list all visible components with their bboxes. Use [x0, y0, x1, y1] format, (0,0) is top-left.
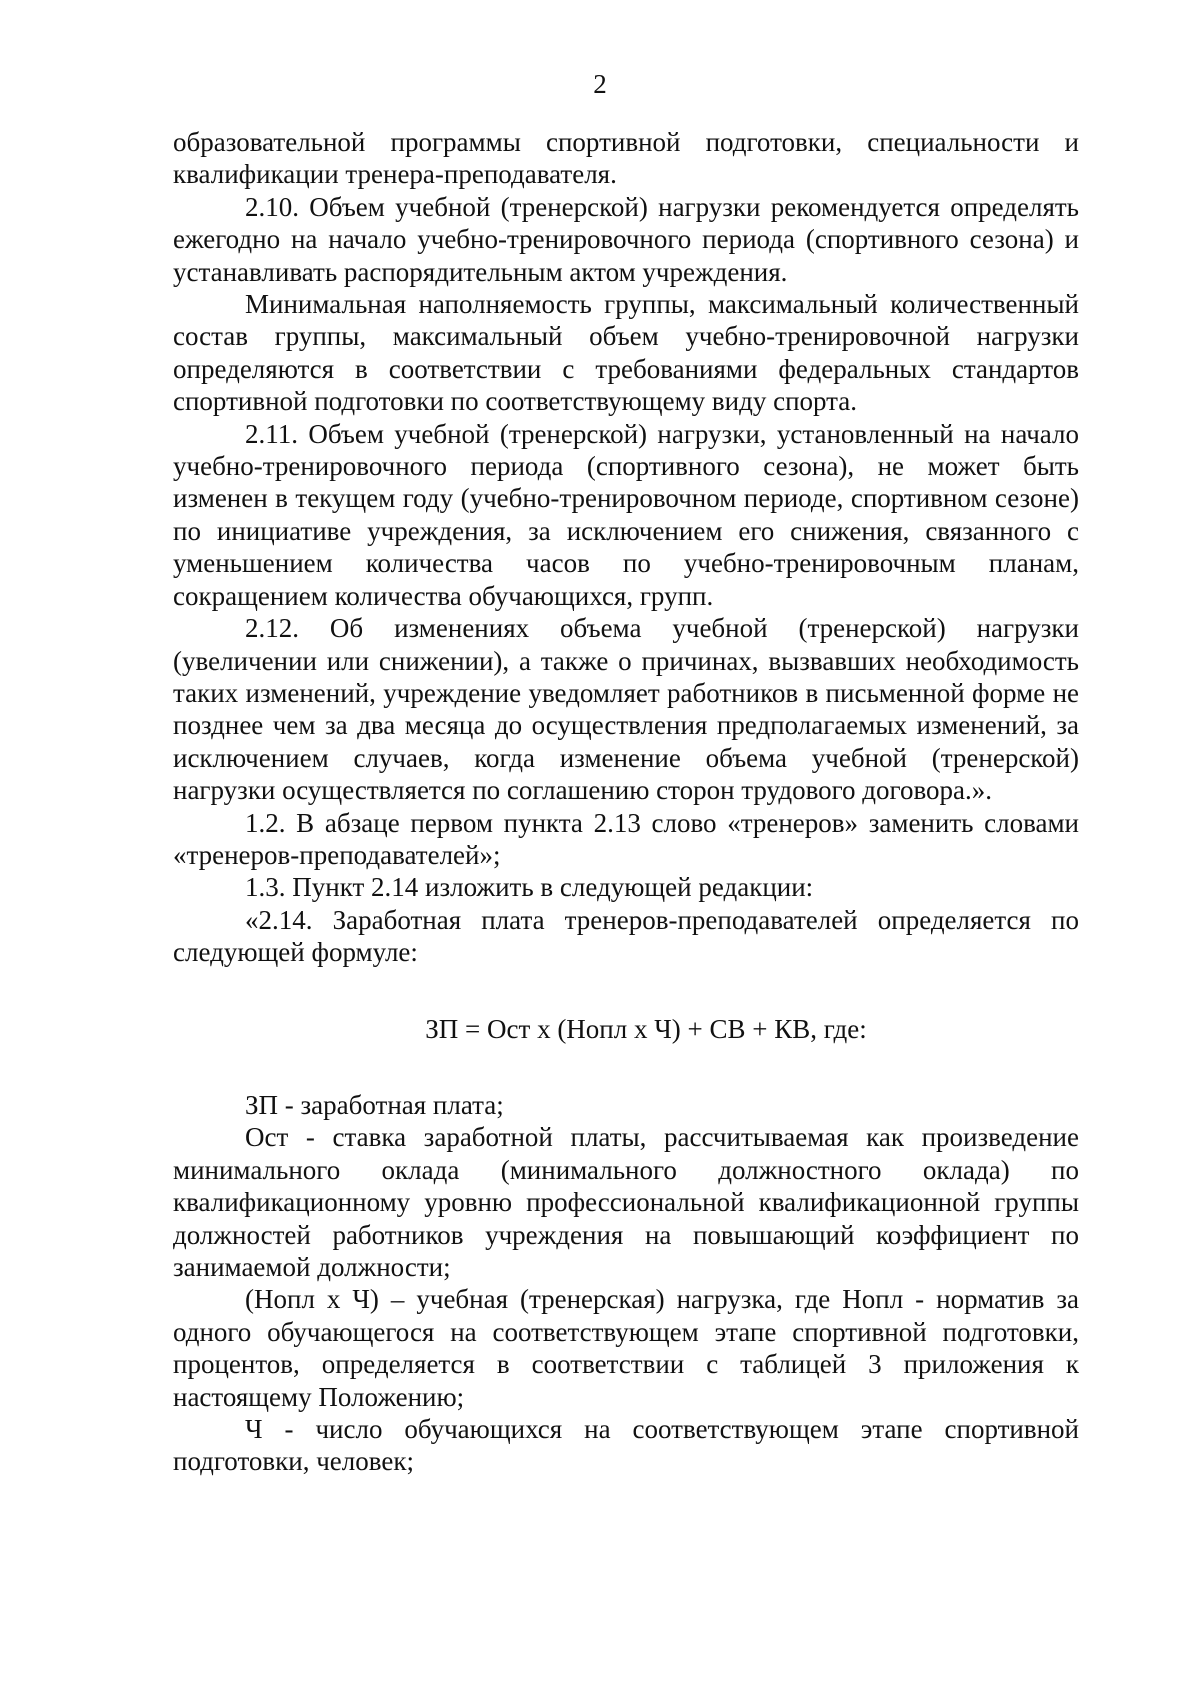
paragraph-group-capacity: Минимальная наполняемость группы, максимальный количественный состав группы, максимальный объем учебно-тренировочной нагрузки определяются в соответствии с требованиями федеральных стандартов спортивной подготовки по соответствующему виду спорта. [173, 289, 1079, 417]
definition-ch: Ч - число обучающихся на соответствующем этапе спортивной подготовки, человек; [173, 1414, 1079, 1477]
definition-ost: Ост - ставка заработной платы, рассчитываемая как произведение минимального оклада (минимального должностного оклада) по квалификационному уровню профессиональной квалификационной группы должностей работников учреждения на повышающий коэффициент по занимаемой должности; [173, 1122, 1079, 1282]
salary-formula: ЗП = Ост х (Нопл х Ч) + СВ + КВ, где: [425, 1013, 867, 1044]
paragraph-continuation: образовательной программы спортивной подготовки, специальности и квалификации тренера-преподавателя. [173, 127, 1079, 190]
paragraph-2-14: «2.14. Заработная плата тренеров-преподавателей определяется по следующей формуле: [173, 904, 1079, 968]
paragraph-1-3: 1.3. Пункт 2.14 изложить в следующей редакции: [245, 872, 814, 903]
paragraph-1-2: 1.2. В абзаце первом пункта 2.13 слово «тренеров» заменить словами «тренеров-преподавателей»; [173, 807, 1079, 870]
document-body [173, 126, 1079, 1478]
paragraph-2-11: 2.11. Объем учебной (тренерской) нагрузки, установленный на начало учебно-тренировочного периода (спортивного сезона), не может быть изменен в текущем году (учебно-тренировочном периоде, спортивном сезоне) по инициативе учреждения, за исключением его снижения, связанного с уменьшением количества часов по учебно-тренировочным планам, сокращением количества обучающихся, групп. [173, 418, 1079, 611]
definition-nopl: (Нопл х Ч) – учебная (тренерская) нагрузка, где Нопл - норматив за одного обучающегося на соответствующем этапе спортивной подготовки, процентов, определяется в соответствии с таблицей 3 приложения к настоящему Положению; [173, 1284, 1079, 1412]
paragraph-2-10: 2.10. Объем учебной (тренерской) нагрузки рекомендуется определять ежегодно на начало учебно-тренировочного периода (спортивного сезона) и устанавливать распорядительным актом учреждения. [173, 191, 1079, 287]
definition-zp: ЗП - заработная плата; [245, 1089, 504, 1120]
page-number: 2 [593, 69, 607, 99]
paragraph-2-12: 2.12. Об изменениях объема учебной (тренерской) нагрузки (увеличении или снижении), а также о причинах, вызвавших необходимость таких изменений, учреждение уведомляет работников в письменной форме не позднее чем за два месяца до осуществления предполагаемых изменений, за исключением случаев, когда изменение объема учебной (тренерской) нагрузки осуществляется по соглашению сторон трудового договора.». [173, 613, 1079, 806]
